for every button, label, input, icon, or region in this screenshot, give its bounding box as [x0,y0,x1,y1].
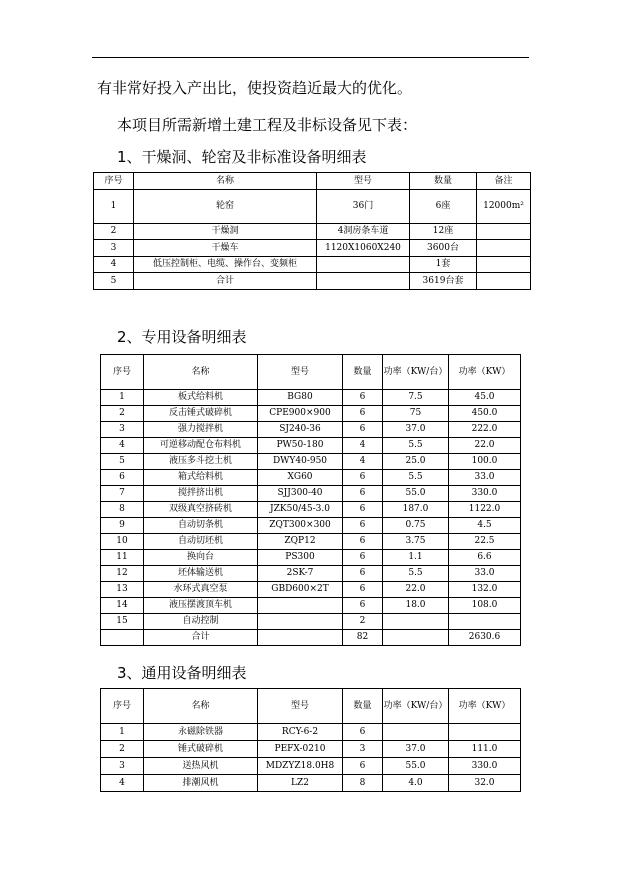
header-cell: 名称 [144,355,258,390]
table-cell: 45.0 [449,390,521,406]
table-cell: 搅拌挤出机 [144,486,258,502]
table-cell: 6 [343,566,383,582]
table-cell: 12座 [410,224,477,240]
table-cell: 自动切坯机 [144,534,258,550]
table-cell: 33.0 [449,566,521,582]
table-cell: PW50-180 [258,438,343,454]
table-cell: 450.0 [449,406,521,422]
table-cell: 自动切条机 [144,518,258,534]
table-cell: 6 [343,758,383,775]
table-cell: 送热风机 [144,758,258,775]
table-cell: 1 [101,724,144,741]
table-row [101,566,521,582]
table-cell: 3 [101,758,144,775]
section1-table [93,172,531,290]
table-cell [383,724,449,741]
table-cell [477,273,531,290]
table-row [101,390,521,406]
table-row [101,582,521,598]
paragraph-continuation: 有非常好投入产出比，使投资趋近最大的优化。 [97,79,413,97]
table-row [94,224,531,240]
table-cell: 6 [343,534,383,550]
table-cell: 22.0 [449,438,521,454]
table-row [101,741,521,758]
table-cell: ZQP12 [258,534,343,550]
table-cell: 坯体输送机 [144,566,258,582]
table-cell: ZQT300×300 [258,518,343,534]
table-cell: JZK50/45-3.0 [258,502,343,518]
table-cell [258,598,343,614]
table-cell: 锤式破碎机 [144,741,258,758]
table-cell: 6 [343,470,383,486]
table-cell: CPE900×900 [258,406,343,422]
table-cell: 干燥洞 [134,224,317,240]
header-cell: 型号 [258,689,343,724]
table-cell: 330.0 [449,486,521,502]
table-row [101,454,521,470]
table-cell: 4 [343,438,383,454]
table-cell: 板式给料机 [144,390,258,406]
table-cell: GBD600×2T [258,582,343,598]
table-cell: 6 [343,550,383,566]
section3-heading: 3、通用设备明细表 [117,664,247,682]
table-header-row [94,173,531,190]
table-cell: 干燥车 [134,240,317,257]
table-row [101,470,521,486]
table-cell: 12000m² [477,190,531,224]
header-cell: 名称 [134,173,317,190]
header-cell: 备注 [477,173,531,190]
table-cell: 2 [343,614,383,630]
table-cell: 5.5 [383,566,449,582]
table-cell: 36门 [317,190,410,224]
table-cell: 18.0 [383,598,449,614]
table-cell: PEFX-0210 [258,741,343,758]
table-cell: 2SK-7 [258,566,343,582]
table-cell: 132.0 [449,582,521,598]
table-cell: LZ2 [258,775,343,792]
table-cell: DWY40-950 [258,454,343,470]
table-cell: 2630.6 [449,630,521,646]
table-row [101,486,521,502]
table-cell [383,614,449,630]
table-row [101,438,521,454]
table-row [101,614,521,630]
table-cell: 0.75 [383,518,449,534]
table-cell: 1.1 [383,550,449,566]
table-cell: 双级真空挤砖机 [144,502,258,518]
header-cell: 数量 [410,173,477,190]
table-cell: 3 [94,240,134,257]
table-cell: 6.6 [449,550,521,566]
table-cell: 1 [101,390,144,406]
table-cell: 2 [101,741,144,758]
table-row [101,518,521,534]
table-cell: 32.0 [449,775,521,792]
table-row [94,240,531,257]
table-cell [383,630,449,646]
table-cell: 6 [343,582,383,598]
table-cell: 4洞房条车道 [317,224,410,240]
table-cell: 排潮风机 [144,775,258,792]
table-cell: 187.0 [383,502,449,518]
table-cell: 反击锤式破碎机 [144,406,258,422]
table-cell: 液压摆渡顶车机 [144,598,258,614]
table-cell: SJJ300-40 [258,486,343,502]
table-cell: 55.0 [383,758,449,775]
table-cell: 1套 [410,257,477,273]
table-cell: 3.75 [383,534,449,550]
table-cell: 10 [101,534,144,550]
table-cell: PS300 [258,550,343,566]
table-cell: 8 [343,775,383,792]
table-row [101,422,521,438]
table-row [101,502,521,518]
table-cell: 轮窑 [134,190,317,224]
table-cell: 6 [343,518,383,534]
table-cell: 3619台套 [410,273,477,290]
table-cell: 25.0 [383,454,449,470]
table-cell: 6 [343,598,383,614]
table-cell [477,240,531,257]
header-cell: 功率（KW） [449,355,521,390]
table-cell: 7.5 [383,390,449,406]
table-cell: 22.0 [383,582,449,598]
table-cell: 5.5 [383,470,449,486]
table-cell: 液压多斗挖土机 [144,454,258,470]
table-cell: 37.0 [383,422,449,438]
table-cell: 5 [94,273,134,290]
table-cell: 6 [343,390,383,406]
table-row [94,273,531,290]
table-cell: XG60 [258,470,343,486]
table-cell: 水环式真空泵 [144,582,258,598]
table-cell: 5.5 [383,438,449,454]
table-cell: 1120X1060X240 [317,240,410,257]
section3-table [100,688,521,792]
table-cell [317,257,410,273]
table-cell: 13 [101,582,144,598]
table-cell: 8 [101,502,144,518]
table-cell: 3600台 [410,240,477,257]
table-cell: 自动控制 [144,614,258,630]
table-total-row [101,630,521,646]
table-cell: 111.0 [449,741,521,758]
table-cell: 55.0 [383,486,449,502]
table-cell: 可逆移动配仓布料机 [144,438,258,454]
table-cell: 5 [101,454,144,470]
table-row [94,190,531,224]
table-header-row [101,689,521,724]
table-cell [449,614,521,630]
table-cell: 6 [343,724,383,741]
table-cell [258,630,343,646]
table-cell: 6 [101,470,144,486]
table-cell: 12 [101,566,144,582]
table-cell: 1 [94,190,134,224]
table-cell: 15 [101,614,144,630]
table-cell: 330.0 [449,758,521,775]
table-cell: 82 [343,630,383,646]
table-cell: 6座 [410,190,477,224]
table-row [101,758,521,775]
table-cell: 4.5 [449,518,521,534]
table-cell: 3 [101,422,144,438]
header-cell: 序号 [101,355,144,390]
table-cell: 2 [101,406,144,422]
table-cell: 14 [101,598,144,614]
section2-table [100,354,521,646]
table-cell: 强力搅拌机 [144,422,258,438]
table-cell [477,224,531,240]
table-cell: MDZYZ18.0H8 [258,758,343,775]
table-cell: RCY-6-2 [258,724,343,741]
table-row [94,257,531,273]
table-cell: BG80 [258,390,343,406]
table-cell [449,724,521,741]
header-cell: 功率（KW/台） [383,355,449,390]
header-cell: 型号 [317,173,410,190]
table-row [101,598,521,614]
table-cell: 4 [101,438,144,454]
paragraph-intro: 本项目所需新增土建工程及非标设备见下表： [117,116,418,134]
header-cell: 功率（KW/台） [383,689,449,724]
table-cell: 4 [94,257,134,273]
header-cell: 名称 [144,689,258,724]
table-cell: 4 [101,775,144,792]
table-cell: 6 [343,406,383,422]
table-row [101,775,521,792]
header-rule [92,57,529,58]
table-cell: 222.0 [449,422,521,438]
table-cell: 11 [101,550,144,566]
table-cell: 4.0 [383,775,449,792]
table-cell [477,257,531,273]
table-cell: 箱式给料机 [144,470,258,486]
header-cell: 序号 [101,689,144,724]
header-cell: 数量 [343,689,383,724]
table-row [101,534,521,550]
table-cell: 37.0 [383,741,449,758]
table-cell: 75 [383,406,449,422]
table-cell [101,630,144,646]
table-cell [317,273,410,290]
table-row [101,406,521,422]
header-cell: 功率（KW） [449,689,521,724]
table-cell: 合计 [144,630,258,646]
header-cell: 序号 [94,173,134,190]
table-cell: 7 [101,486,144,502]
section1-heading: 1、干燥洞、轮窑及非标准设备明细表 [117,148,367,166]
table-cell: 100.0 [449,454,521,470]
table-cell: SJ240-36 [258,422,343,438]
table-cell: 9 [101,518,144,534]
table-cell: 33.0 [449,470,521,486]
table-cell: 3 [343,741,383,758]
table-cell: 1122.0 [449,502,521,518]
header-cell: 数量 [343,355,383,390]
table-cell: 永磁除铁器 [144,724,258,741]
table-cell [258,614,343,630]
table-cell: 合计 [134,273,317,290]
table-cell: 4 [343,454,383,470]
table-cell: 22.5 [449,534,521,550]
table-cell: 6 [343,502,383,518]
table-header-row [101,355,521,390]
table-row [101,724,521,741]
section2-heading: 2、专用设备明细表 [117,328,247,346]
header-cell: 型号 [258,355,343,390]
table-cell: 108.0 [449,598,521,614]
table-cell: 2 [94,224,134,240]
table-cell: 低压控制柜、电缆、操作台、变频柜 [134,257,317,273]
table-cell: 6 [343,422,383,438]
table-cell: 6 [343,486,383,502]
table-cell: 换向台 [144,550,258,566]
table-row [101,550,521,566]
